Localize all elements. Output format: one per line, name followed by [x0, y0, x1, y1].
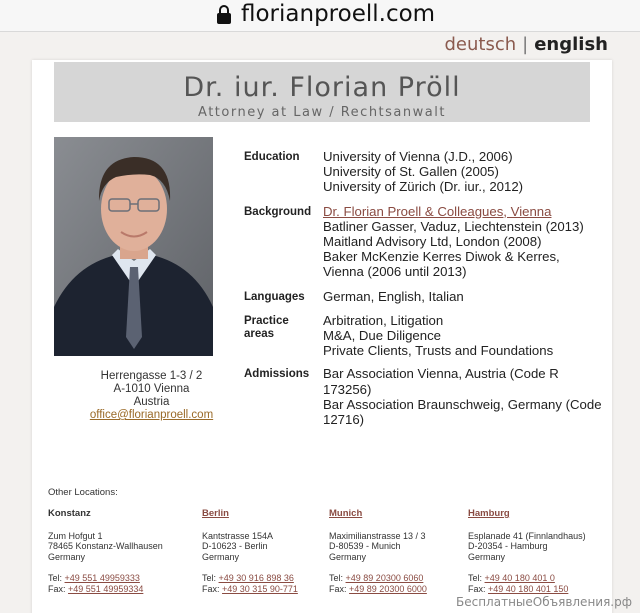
location-country: Germany	[329, 551, 367, 562]
background-item: Baker McKenzie Kerres Diwok & Kerres, Vienna (2006 until 2013)	[323, 249, 560, 280]
admissions-section	[244, 366, 604, 427]
fax-label: Fax:	[202, 583, 220, 594]
admissions-item: Bar Association Vienna, Austria (Code R 173256)	[323, 366, 559, 397]
education-item: University of Vienna (J.D., 2006)	[323, 149, 513, 164]
location-country: Germany	[468, 551, 506, 562]
page-subtitle: Attorney at Law / Rechtsanwalt	[198, 105, 446, 120]
lock-icon	[217, 5, 231, 23]
education-section	[244, 149, 604, 195]
location-city-link[interactable]: Hamburg	[468, 508, 510, 519]
location-street: Zum Hofgut 1	[48, 530, 103, 541]
practice-label	[244, 313, 323, 359]
admissions-label: Admissions	[244, 368, 310, 381]
tel-link[interactable]: +49 551 49959333	[64, 573, 140, 583]
portrait-photo	[54, 137, 213, 356]
education-label: Education	[244, 151, 300, 163]
lang-separator: |	[522, 34, 529, 55]
fax-link[interactable]: +49 551 49959334	[68, 583, 144, 594]
email-link[interactable]: office@florianproell.com	[89, 409, 214, 421]
content-card	[32, 60, 612, 613]
practice-item: Private Clients, Trusts and Foundations	[323, 343, 554, 359]
languages-item: German, English, Italian	[323, 288, 464, 304]
profile-info	[244, 149, 604, 427]
portrait-illustration	[54, 137, 213, 356]
location-hamburg	[468, 509, 586, 594]
practice-label-line-1: Practice	[244, 314, 289, 327]
watermark: БесплатныеОбъявления.рф	[456, 595, 632, 609]
location-zip: 78465 Konstanz-Wallhausen	[48, 541, 163, 551]
practice-section	[244, 313, 604, 359]
tel-link[interactable]: +49 89 20300 6060	[345, 573, 424, 583]
fax-label: Fax:	[329, 583, 347, 594]
tel-label: Tel:	[468, 573, 483, 583]
location-street: Kantstrasse 154A	[202, 530, 274, 541]
location-city-link[interactable]: Munich	[329, 508, 363, 519]
current-firm-link[interactable]: Dr. Florian Proell & Colleagues, Vienna	[323, 203, 552, 219]
fax-link[interactable]: +49 89 20300 6000	[349, 583, 427, 594]
location-city-link[interactable]: Berlin	[202, 508, 229, 519]
location-konstanz	[48, 509, 163, 594]
lang-deutsch-link[interactable]: deutsch	[444, 34, 517, 55]
location-berlin	[202, 509, 298, 594]
location-zip: D-10623 - Berlin	[202, 541, 268, 551]
address-block	[54, 370, 249, 422]
lang-english-link[interactable]: english	[534, 34, 608, 55]
location-city: Konstanz	[48, 508, 91, 519]
background-label: Background	[244, 205, 312, 218]
header-banner	[54, 62, 590, 122]
tel-link[interactable]: +49 30 916 898 36	[218, 573, 294, 583]
language-switcher	[444, 34, 608, 55]
fax-link[interactable]: +49 30 315 90-771	[222, 583, 298, 594]
address-street: Herrengasse 1-3 / 2	[100, 370, 203, 382]
practice-item: Arbitration, Litigation	[323, 312, 444, 328]
education-item: University of St. Gallen (2005)	[323, 164, 499, 180]
tel-label: Tel:	[48, 573, 63, 583]
background-section	[244, 204, 604, 280]
practice-label-line-2: areas	[244, 327, 275, 340]
url-text[interactable]: florianproell.com	[241, 1, 436, 27]
languages-section	[244, 289, 604, 304]
location-zip: D-20354 - Hamburg	[468, 541, 548, 551]
tel-link[interactable]: +49 40 180 401 0	[484, 573, 555, 583]
background-item: Maitland Advisory Ltd, London (2008)	[323, 234, 542, 250]
location-street: Maximilianstrasse 13 / 3	[329, 530, 426, 541]
address-country: Austria	[133, 396, 170, 408]
background-item: Batliner Gasser, Vaduz, Liechtenstein (2013)	[323, 218, 584, 234]
fax-link[interactable]: +49 40 180 401 150	[488, 583, 569, 594]
admissions-item: Bar Association Braunschweig, Germany (Code 12716)	[323, 396, 602, 428]
tel-label: Tel:	[329, 573, 344, 583]
fax-label: Fax:	[48, 583, 66, 594]
practice-item: M&A, Due Diligence	[323, 328, 442, 344]
languages-label: Languages	[244, 290, 305, 303]
location-country: Germany	[48, 551, 86, 562]
location-munich	[329, 509, 427, 594]
other-locations-title: Other Locations:	[48, 487, 118, 498]
location-country: Germany	[202, 551, 240, 562]
tel-label: Tel:	[202, 573, 217, 583]
fax-label: Fax:	[468, 583, 486, 594]
location-street: Esplanade 41 (Finnlandhaus)	[468, 530, 586, 541]
education-item: University of Zürich (Dr. iur., 2012)	[323, 179, 524, 195]
browser-address-bar[interactable]	[0, 0, 640, 32]
page-title: Dr. iur. Florian Pröll	[183, 72, 461, 103]
address-city: A-1010 Vienna	[113, 383, 190, 395]
location-zip: D-80539 - Munich	[329, 541, 401, 551]
